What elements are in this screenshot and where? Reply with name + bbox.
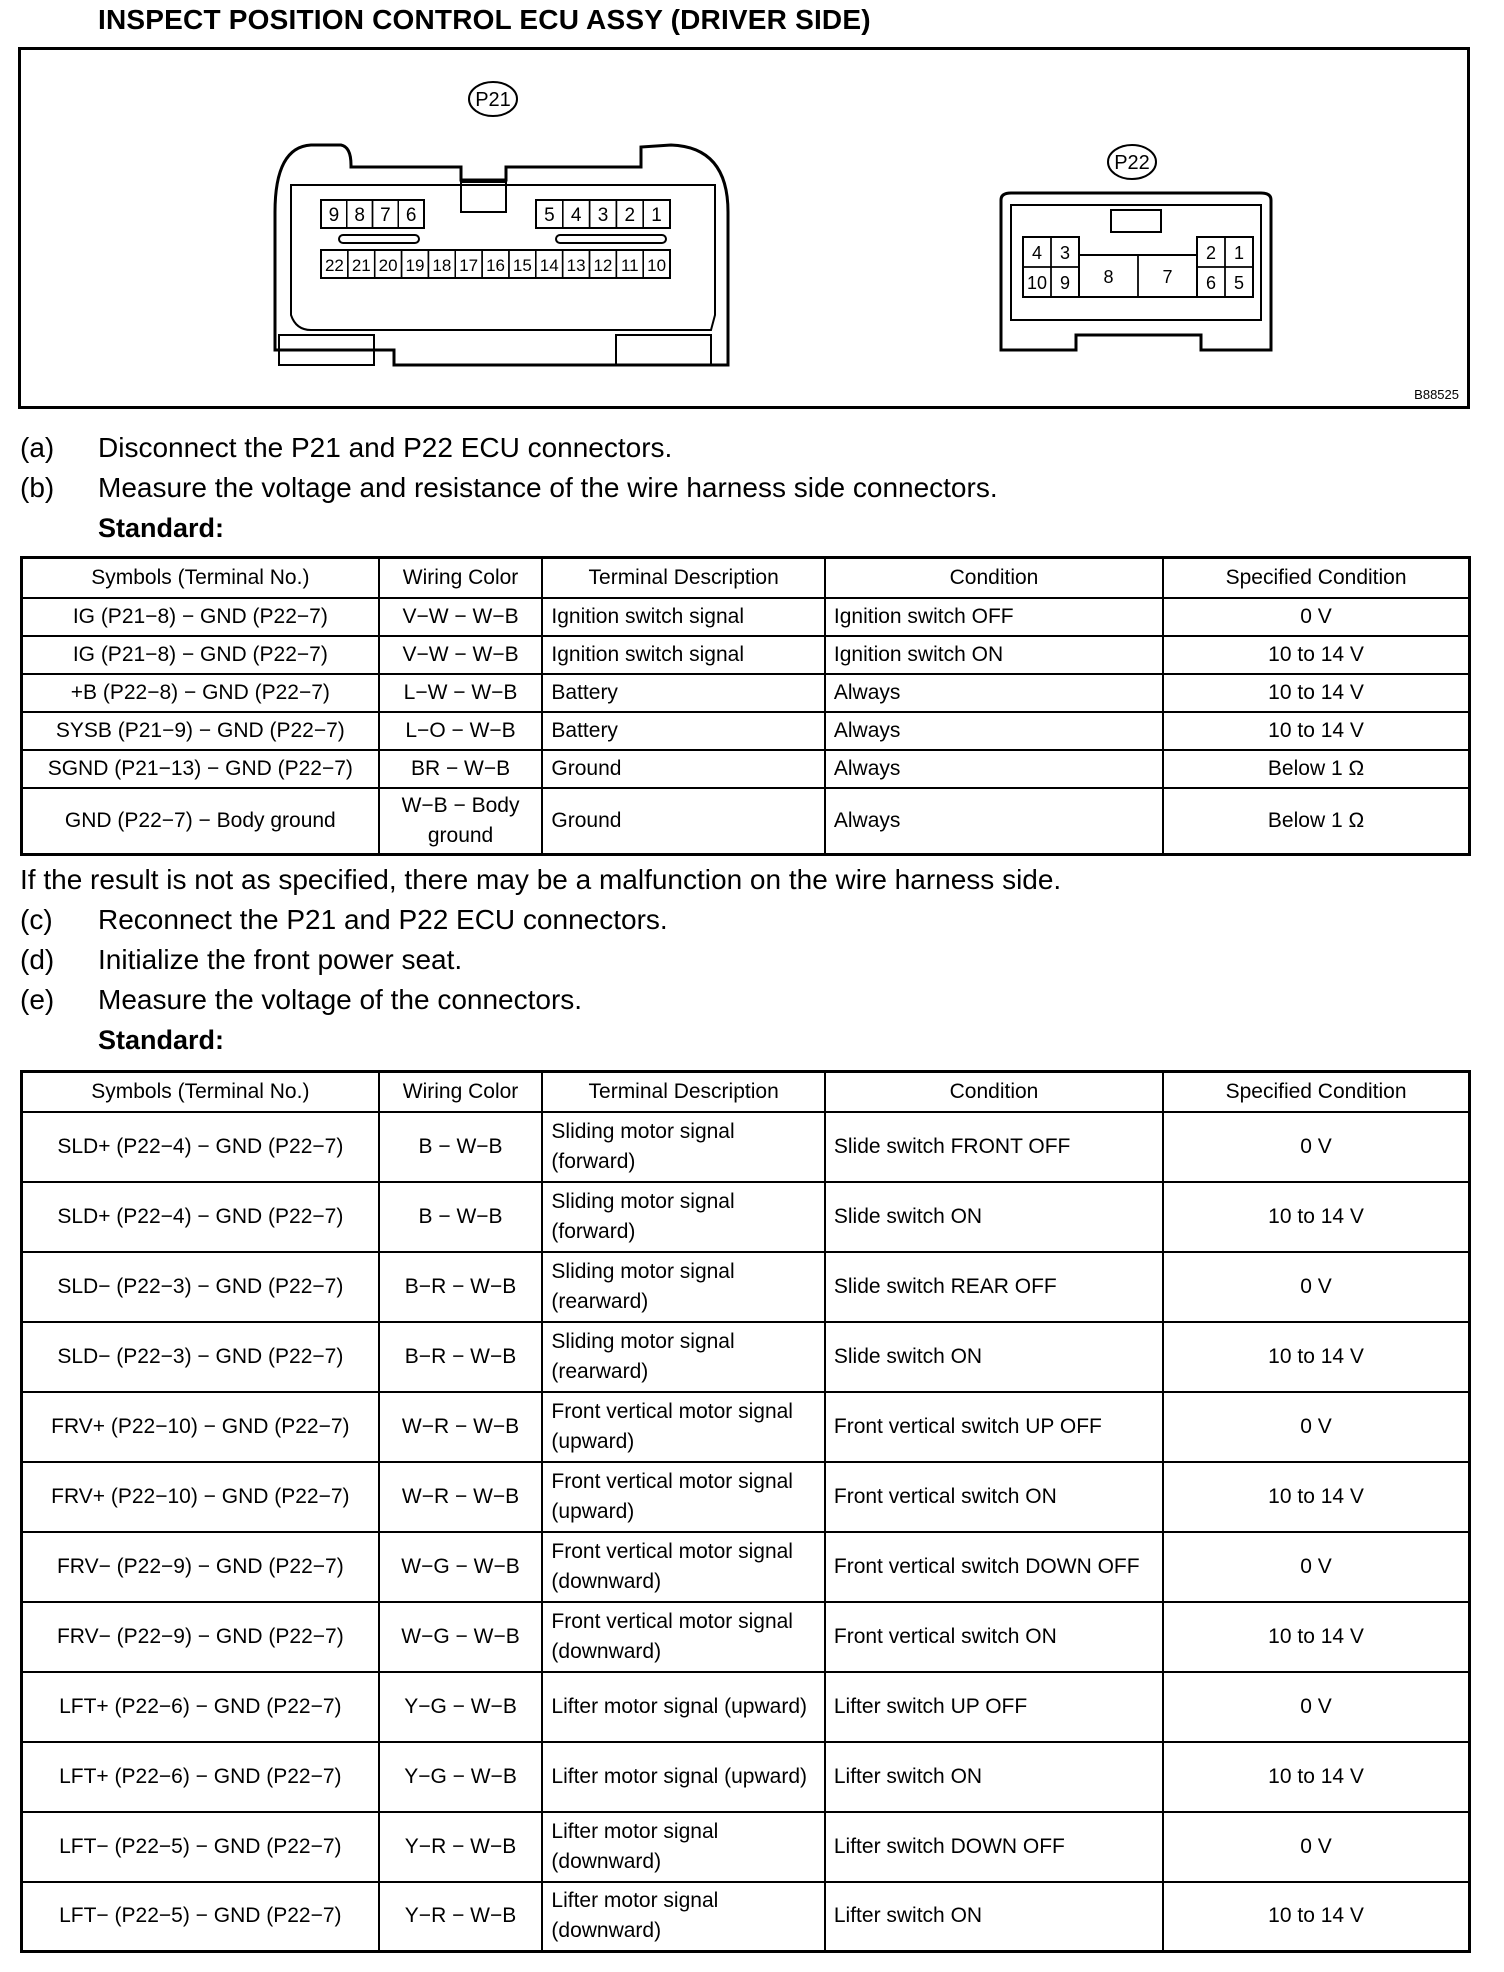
cell-terminal-description: Battery <box>542 712 824 750</box>
p22-label: P22 <box>1114 152 1150 174</box>
cell-wiring-color: Y−G − W−B <box>379 1672 543 1742</box>
cell-condition: Ignition switch ON <box>825 636 1163 674</box>
table-row <box>22 1322 1470 1392</box>
cell-symbols: IG (P21−8) − GND (P22−7) <box>22 598 379 636</box>
cell-symbols: FRV− (P22−9) − GND (P22−7) <box>22 1602 379 1672</box>
pin-number: 19 <box>405 256 425 275</box>
cell-specified-condition: 10 to 14 V <box>1163 1882 1469 1952</box>
step-label: (b) <box>20 472 55 503</box>
header-wiring-color: Wiring Color <box>379 558 543 598</box>
cell-condition: Lifter switch ON <box>825 1742 1163 1812</box>
cell-specified-condition: 0 V <box>1163 1252 1469 1322</box>
cell-wiring-color: W−R − W−B <box>379 1392 543 1462</box>
cell-specified-condition: 0 V <box>1163 1112 1469 1182</box>
table-row <box>22 1532 1470 1602</box>
cell-terminal-description: Lifter motor signal (upward) <box>542 1742 824 1812</box>
pin-number: 16 <box>486 256 505 275</box>
header-condition: Condition <box>825 558 1163 598</box>
cell-symbols: SLD+ (P22−4) − GND (P22−7) <box>22 1182 379 1252</box>
pin-number: 17 <box>459 256 479 275</box>
cell-specified-condition: 0 V <box>1163 1392 1469 1462</box>
table-row <box>22 1742 1470 1812</box>
cell-terminal-description: Ground <box>542 750 824 788</box>
table-row <box>22 788 1470 855</box>
figure-id: B88525 <box>1414 387 1459 402</box>
cell-condition: Slide switch ON <box>825 1182 1163 1252</box>
cell-terminal-description: Sliding motor signal (forward) <box>542 1112 824 1182</box>
pin-number: 3 <box>1059 243 1071 263</box>
cell-wiring-color: V−W − W−B <box>379 598 543 636</box>
pin-number: 7 <box>380 205 391 226</box>
pin-number: 1 <box>651 205 662 226</box>
cell-specified-condition: 10 to 14 V <box>1163 1742 1469 1812</box>
header-specified-condition: Specified Condition <box>1163 1072 1469 1112</box>
cell-specified-condition: 10 to 14 V <box>1163 712 1469 750</box>
cell-symbols: SYSB (P21−9) − GND (P22−7) <box>22 712 379 750</box>
pin-number: 2 <box>624 205 636 226</box>
cell-wiring-color: W−G − W−B <box>379 1602 543 1672</box>
cell-specified-condition: 10 to 14 V <box>1163 1322 1469 1392</box>
cell-specified-condition: 10 to 14 V <box>1163 1602 1469 1672</box>
cell-terminal-description: Lifter motor signal (upward) <box>542 1672 824 1742</box>
cell-terminal-description: Front vertical motor signal (upward) <box>542 1392 824 1462</box>
cell-wiring-color: Y−R − W−B <box>379 1812 543 1882</box>
cell-condition: Lifter switch DOWN OFF <box>825 1812 1163 1882</box>
pin-number: 1 <box>1233 243 1245 263</box>
step-label: (d) <box>20 944 55 975</box>
cell-condition: Lifter switch ON <box>825 1882 1163 1952</box>
cell-wiring-color: Y−R − W−B <box>379 1882 543 1952</box>
cell-symbols: FRV+ (P22−10) − GND (P22−7) <box>22 1392 379 1462</box>
connector-drawing <box>21 50 1467 406</box>
step-label: (c) <box>20 904 53 935</box>
cell-symbols: FRV+ (P22−10) − GND (P22−7) <box>22 1462 379 1532</box>
p21-label: P21 <box>475 89 511 111</box>
cell-terminal-description: Front vertical motor signal (upward) <box>542 1462 824 1532</box>
connector-voltage-table <box>20 1070 1471 1953</box>
header-terminal-description: Terminal Description <box>542 1072 824 1112</box>
table-row <box>22 636 1470 674</box>
cell-condition: Front vertical switch ON <box>825 1602 1163 1672</box>
cell-symbols: FRV− (P22−9) − GND (P22−7) <box>22 1532 379 1602</box>
header-symbols: Symbols (Terminal No.) <box>22 558 379 598</box>
connector-diagram <box>18 47 1470 409</box>
cell-terminal-description: Front vertical motor signal (downward) <box>542 1602 824 1672</box>
step-label: (e) <box>20 984 55 1015</box>
cell-specified-condition: 10 to 14 V <box>1163 674 1469 712</box>
step-text: Disconnect the P21 and P22 ECU connectors. <box>98 432 673 463</box>
header-wiring-color: Wiring Color <box>379 1072 543 1112</box>
cell-wiring-color: Y−G − W−B <box>379 1742 543 1812</box>
cell-terminal-description: Sliding motor signal (forward) <box>542 1182 824 1252</box>
cell-wiring-color: B−R − W−B <box>379 1322 543 1392</box>
table-row <box>22 1392 1470 1462</box>
pin-number: 13 <box>566 256 586 275</box>
pin-number: 18 <box>432 256 452 275</box>
cell-terminal-description: Sliding motor signal (rearward) <box>542 1252 824 1322</box>
table-row <box>22 1672 1470 1742</box>
table-row <box>22 712 1470 750</box>
page-title: INSPECT POSITION CONTROL ECU ASSY (DRIVER SIDE) <box>98 4 871 35</box>
cell-specified-condition: 0 V <box>1163 1672 1469 1742</box>
cell-symbols: SLD− (P22−3) − GND (P22−7) <box>22 1252 379 1322</box>
pin-number: 8 <box>354 205 365 226</box>
pin-number: 8 <box>1103 267 1114 287</box>
cell-symbols: LFT+ (P22−6) − GND (P22−7) <box>22 1742 379 1812</box>
cell-terminal-description: Sliding motor signal (rearward) <box>542 1322 824 1392</box>
cell-terminal-description: Lifter motor signal (downward) <box>542 1882 824 1952</box>
cell-specified-condition: Below 1 Ω <box>1163 788 1469 855</box>
pin-number: 15 <box>512 256 532 275</box>
cell-condition: Ignition switch OFF <box>825 598 1163 636</box>
cell-terminal-description: Front vertical motor signal (downward) <box>542 1532 824 1602</box>
step-text: Measure the voltage and resistance of the wire harness side connectors. <box>98 472 998 503</box>
cell-specified-condition: 10 to 14 V <box>1163 1182 1469 1252</box>
step-label: (a) <box>20 432 55 463</box>
pin-number: 5 <box>1233 273 1245 293</box>
cell-terminal-description: Lifter motor signal (downward) <box>542 1812 824 1882</box>
cell-wiring-color: L−O − W−B <box>379 712 543 750</box>
step-a <box>20 432 672 464</box>
cell-specified-condition: 0 V <box>1163 1812 1469 1882</box>
header-specified-condition: Specified Condition <box>1163 558 1469 598</box>
step-b <box>20 472 998 504</box>
cell-condition: Always <box>825 712 1163 750</box>
cell-specified-condition: 10 to 14 V <box>1163 1462 1469 1532</box>
cell-wiring-color: W−B − Body ground <box>379 788 543 855</box>
cell-condition: Always <box>825 750 1163 788</box>
cell-symbols: LFT+ (P22−6) − GND (P22−7) <box>22 1672 379 1742</box>
pin-number: 9 <box>1059 273 1071 293</box>
step-text: Reconnect the P21 and P22 ECU connectors. <box>98 904 668 935</box>
cell-terminal-description: Ground <box>542 788 824 855</box>
step-e <box>20 984 582 1016</box>
cell-symbols: GND (P22−7) − Body ground <box>22 788 379 855</box>
cell-condition: Lifter switch UP OFF <box>825 1672 1163 1742</box>
header-condition: Condition <box>825 1072 1163 1112</box>
pin-number: 9 <box>328 205 340 226</box>
cell-wiring-color: B − W−B <box>379 1112 543 1182</box>
cell-specified-condition: 0 V <box>1163 598 1469 636</box>
cell-condition: Front vertical switch DOWN OFF <box>825 1532 1163 1602</box>
pin-number: 11 <box>620 256 639 275</box>
table-row <box>22 1112 1470 1182</box>
pin-number: 7 <box>1162 267 1173 287</box>
cell-wiring-color: B − W−B <box>379 1182 543 1252</box>
note: If the result is not as specified, there may be a malfunction on the wire harness side. <box>20 864 1062 895</box>
cell-symbols: LFT− (P22−5) − GND (P22−7) <box>22 1812 379 1882</box>
cell-symbols: IG (P21−8) − GND (P22−7) <box>22 636 379 674</box>
cell-terminal-description: Battery <box>542 674 824 712</box>
pin-number: 4 <box>1031 243 1043 263</box>
cell-wiring-color: L−W − W−B <box>379 674 543 712</box>
pin-number: 10 <box>1026 273 1048 293</box>
cell-symbols: SLD+ (P22−4) − GND (P22−7) <box>22 1112 379 1182</box>
cell-wiring-color: B−R − W−B <box>379 1252 543 1322</box>
cell-symbols: LFT− (P22−5) − GND (P22−7) <box>22 1882 379 1952</box>
cell-condition: Front vertical switch ON <box>825 1462 1163 1532</box>
header-terminal-description: Terminal Description <box>542 558 824 598</box>
table-row <box>22 1812 1470 1882</box>
cell-wiring-color: V−W − W−B <box>379 636 543 674</box>
step-d <box>20 944 462 976</box>
cell-condition: Always <box>825 788 1163 855</box>
pin-number: 5 <box>544 205 555 226</box>
cell-condition: Slide switch ON <box>825 1322 1163 1392</box>
cell-terminal-description: Ignition switch signal <box>542 598 824 636</box>
pin-number: 21 <box>351 256 371 275</box>
cell-symbols: SLD− (P22−3) − GND (P22−7) <box>22 1322 379 1392</box>
standard-label-2: Standard: <box>98 1025 225 1055</box>
pin-number: 4 <box>570 205 582 226</box>
step-text: Initialize the front power seat. <box>98 944 463 975</box>
cell-terminal-description: Ignition switch signal <box>542 636 824 674</box>
cell-condition: Slide switch REAR OFF <box>825 1252 1163 1322</box>
table-row <box>22 1462 1470 1532</box>
cell-wiring-color: BR − W−B <box>379 750 543 788</box>
table-row <box>22 1882 1470 1952</box>
pin-number: 10 <box>647 256 667 275</box>
table-row <box>22 1252 1470 1322</box>
table-row <box>22 1182 1470 1252</box>
cell-condition: Always <box>825 674 1163 712</box>
step-c <box>20 904 668 936</box>
pin-number: 6 <box>1205 273 1217 293</box>
cell-wiring-color: W−G − W−B <box>379 1532 543 1602</box>
pin-number: 6 <box>405 205 417 226</box>
standard-label: Standard: <box>98 513 225 543</box>
table-row <box>22 674 1470 712</box>
table-row <box>22 750 1470 788</box>
step-text: Measure the voltage of the connectors. <box>98 984 583 1015</box>
cell-specified-condition: Below 1 Ω <box>1163 750 1469 788</box>
pin-number: 2 <box>1205 243 1217 263</box>
cell-symbols: SGND (P21−13) − GND (P22−7) <box>22 750 379 788</box>
cell-condition: Front vertical switch UP OFF <box>825 1392 1163 1462</box>
pin-number: 14 <box>539 256 559 275</box>
cell-specified-condition: 0 V <box>1163 1532 1469 1602</box>
header-symbols: Symbols (Terminal No.) <box>22 1072 379 1112</box>
table-row <box>22 598 1470 636</box>
pin-number: 12 <box>593 256 613 275</box>
pin-number: 22 <box>324 256 344 275</box>
cell-condition: Slide switch FRONT OFF <box>825 1112 1163 1182</box>
cell-symbols: +B (P22−8) − GND (P22−7) <box>22 674 379 712</box>
harness-table <box>20 556 1471 856</box>
pin-number: 3 <box>597 205 609 226</box>
pin-number: 20 <box>378 256 398 275</box>
cell-wiring-color: W−R − W−B <box>379 1462 543 1532</box>
table-row <box>22 1602 1470 1672</box>
cell-specified-condition: 10 to 14 V <box>1163 636 1469 674</box>
